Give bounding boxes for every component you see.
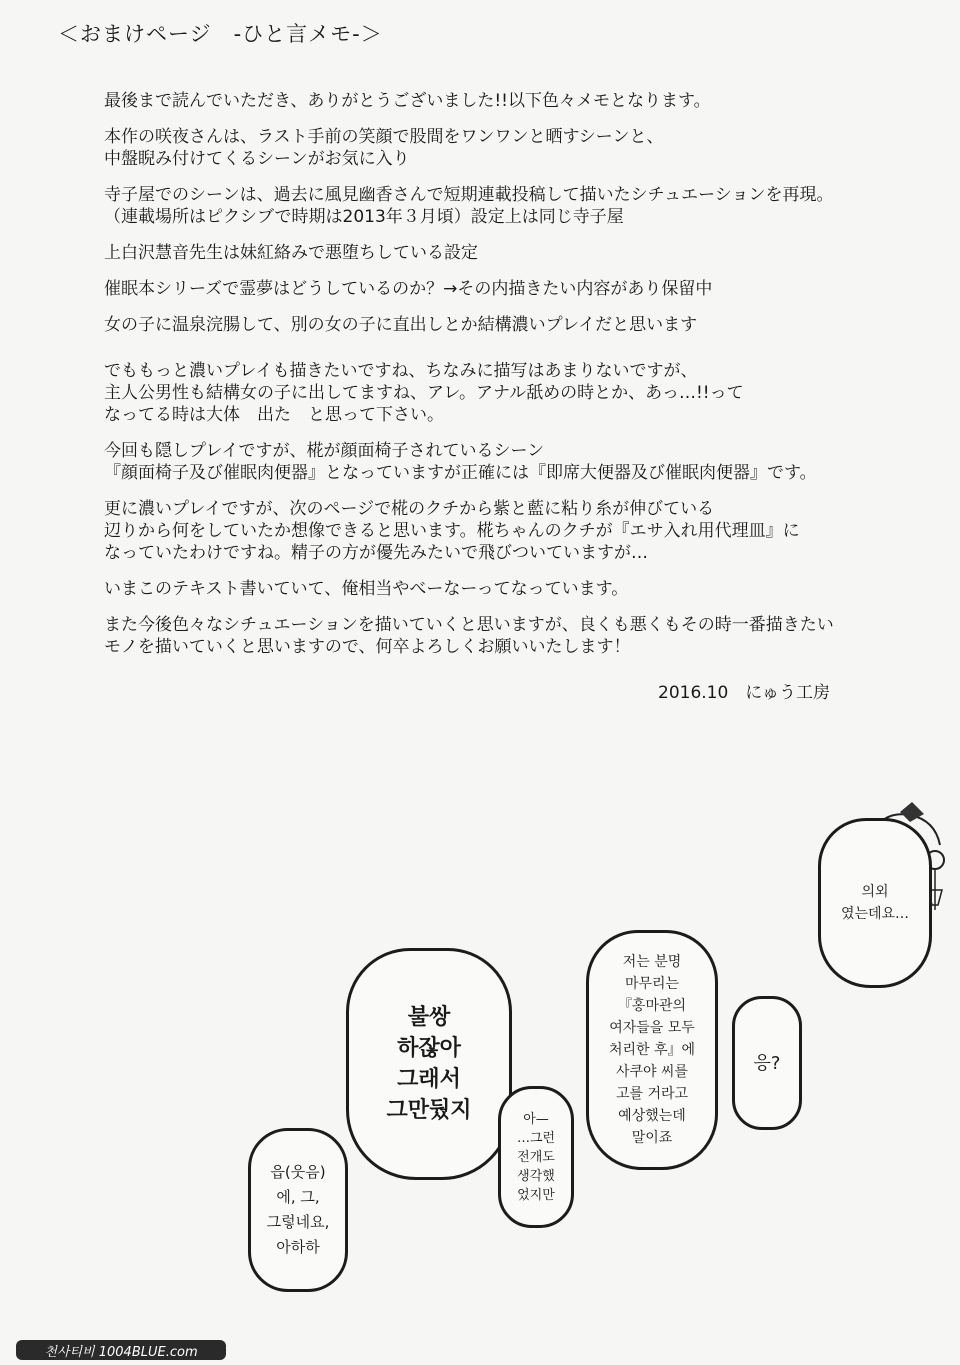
memo-line: 今回も隠しプレイですが、椛が顔面椅子されているシーン: [104, 441, 545, 461]
memo-line: 中盤睨み付けてくるシーンがお気に入り: [104, 149, 410, 169]
memo-line: なっていたわけですね。精子の方が優先みたいで飛びついていますが…: [104, 543, 648, 563]
bubble-text: 아— …그런 전개도 생각했 었지만: [516, 1111, 556, 1203]
speech-bubble: [346, 948, 512, 1180]
memo-line: 『顔面椅子及び催眠肉便器』となっていますが正確には『即席大便器及び催眠肉便器』です。: [104, 463, 817, 483]
memo-line: 女の子に温泉浣腸して、別の女の子に直出しとか結構濃いプレイだと思います: [104, 315, 698, 335]
memo-line: 主人公男性も結構女の子に出してますね、アレ。アナル舐めの時とか、あっ…!!って: [104, 383, 744, 403]
bubble-text: 저는 분명 마무리는 『홍마관의 여자들을 모두 처리한 후』에 사쿠야 씨를 고를 거라고 예상했는데 말이죠: [608, 954, 696, 1146]
memo-line: 上白沢慧音先生は妹紅絡みで悪堕ちしている設定: [104, 243, 478, 263]
page-title: ＜おまけページ -ひと言メモ-＞: [58, 22, 383, 46]
memo-line: 催眠本シリーズで霊夢はどうしているのか？→その内描きたい内容があり保留中: [104, 279, 713, 299]
bubble-text: 불쌍 하잖아 그래서 그만뒀지: [386, 1005, 472, 1123]
memo-line: 最後まで読んでいただき、ありがとうございました!!以下色々メモとなります。: [104, 91, 711, 111]
bubble-text: 응?: [753, 1052, 781, 1074]
speech-bubble: [498, 1086, 574, 1228]
memo-line: （連載場所はピクシブで時期は2013年３月頃）設定上は同じ寺子屋: [104, 207, 624, 227]
signature: 2016.10 にゅう工房: [658, 683, 830, 703]
memo-line: いまこのテキスト書いていて、俺相当やべーなーってなっています。: [104, 579, 629, 599]
memo-text-block: [104, 90, 924, 658]
memo-line: 寺子屋でのシーンは、過去に風見幽香さんで短期連載投稿して描いたシチュエーションを再現。: [104, 185, 834, 205]
memo-line: モノを描いていくと思いますので、何卒よろしくお願いいたします！: [104, 637, 631, 657]
memo-line: でももっと濃いプレイも描きたいですね、ちなみに描写はあまりないですが、: [104, 361, 698, 381]
watermark: 천사티비 1004BLUE.com: [16, 1340, 226, 1360]
speech-bubble: [732, 996, 802, 1130]
memo-line: 辺りから何をしていたか想像できると思います。椛ちゃんのクチが『エサ入れ用代理皿』に: [104, 521, 800, 541]
memo-line: 更に濃いプレイですが、次のページで椛のクチから紫と藍に粘り糸が伸びている: [104, 499, 715, 519]
speech-bubble: [818, 818, 932, 988]
speech-bubble: [586, 930, 718, 1170]
memo-line: また今後色々なシチュエーションを描いていくと思いますが、良くも悪くもその時一番描きたい: [104, 615, 834, 635]
memo-line: 本作の咲夜さんは、ラスト手前の笑顔で股間をワンワンと晒すシーンと、: [104, 127, 664, 147]
memo-line: なってる時は大体 出た と思って下さい。: [104, 405, 444, 425]
bubble-text: 읍(웃음) 에, 그, 그렇네요, 아하하: [266, 1163, 330, 1256]
bubble-text: 의외 였는데요…: [840, 884, 910, 922]
speech-bubble: [248, 1128, 348, 1292]
